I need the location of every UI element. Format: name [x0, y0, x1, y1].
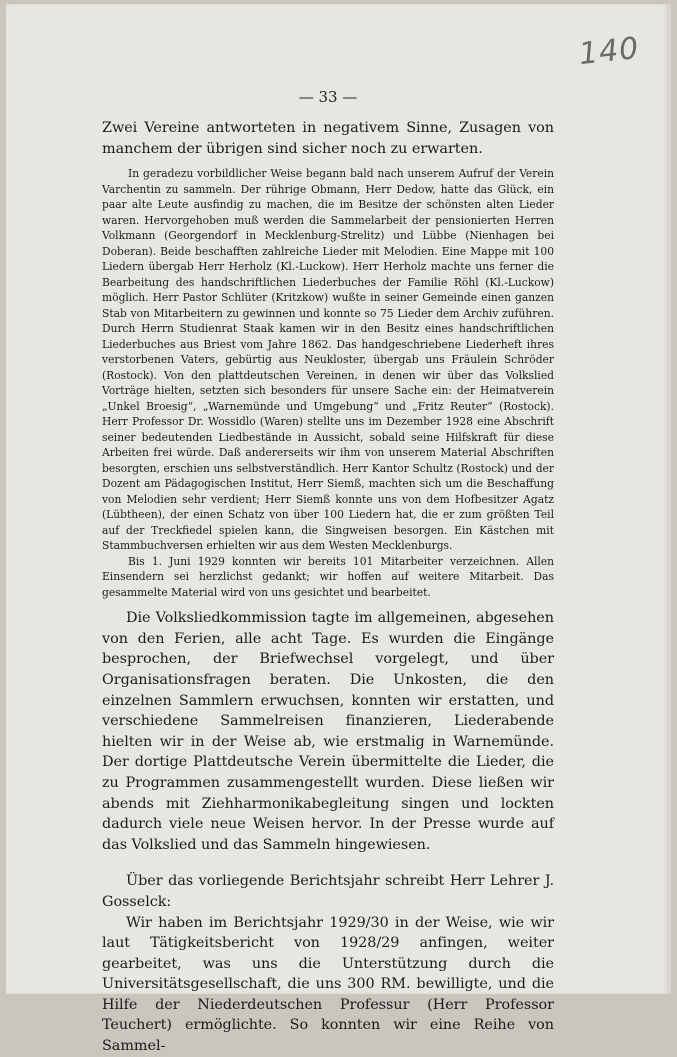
page-body — [102, 118, 554, 1057]
document-page — [6, 4, 671, 1055]
page-number: — 33 — — [298, 88, 358, 106]
small-paragraph-collectors: In geradezu vorbildlicher Weise begann bald nach unserem Aufruf der Verein Varchentin zu sammeln. Der rührige Obmann, Herr Dedow, hatte das Glück, ein paar alte Leute ausfindig zu machen, die im Besitze der schönsten alten Lieder waren. Hervorgehoben muß werden die Sammelarbeit der pensionierten Herren Volkmann (Georgendorf in Mecklenburg-Strelitz) und Lübbe (Nienhagen bei Doberan). Beide beschafften zahlreiche Lieder mit Melodien. Eine Mappe mit 100 Liedern übergab Herr Herholz (Kl.-Luckow). Herr Herholz machte uns ferner die Bearbeitung des handschriftlichen Liederbuches der Familie Röhl (Kl.-Luckow) möglich. Herr Pastor Schlüter (Kritzkow) wußte in seiner Gemeinde einen ganzen Stab von Mitarbeitern zu gewinnen und konnte so 75 Lieder dem Archiv zuführen. Durch Herrn Studienrat Staak kamen wir in den Besitz eines handschriftlichen Liederbuches aus Briest vom Jahre 1862. Das handgeschriebene Liederheft ihres verstorbenen Vaters, gebürtig aus Neukloster, übergab uns Fräulein Schröder (Rostock). Von den plattdeutschen Vereinen, in denen wir über das Volkslied Vorträge hielten, setzten sich besonders für unsere Sache ein: der Heimatverein „Unkel Broesig“, „Warnemünde und Umgebung“ und „Fritz Reuter“ (Rostock). Herr Professor Dr. Wossidlo (Waren) stellte uns im Dezember 1928 eine Abschrift seiner bedeutenden Liedbestände in Aussicht, sobald seine Hilfskraft für diese Arbeiten frei würde. Daß andererseits wir ihm von unserem Material Abschriften besorgten, erschien uns selbstverständlich. Herr Kantor Schultz (Rostock) und der Dozent am Pädagogischen Institut, Herr Siemß, machten sich um die Beschaffung von Melodien sehr verdient; Herr Siemß konnte uns von dem Hofbesitzer Agatz (Lübtheen), der einen Schatz von über 100 Liedern hat, die er zum größten Teil auf der Treckfiedel spielen kann, die Singweisen besorgen. Ein Kästchen mit Stammbuchversen erhielten wir aus dem Westen Mecklenburgs. — [102, 167, 554, 553]
report-intro: Über das vorliegende Berichtsjahr schreibt Herr Lehrer J. Gosselck: — [102, 873, 554, 910]
report-paragraph: Wir haben im Berichtsjahr 1929/30 in der Weise, wie wir laut Tätigkeitsbericht von 1928/29 anfingen, weiter gearbeitet, was uns die Unterstützung durch die Universitätsgesellschaft, die uns 300 RM. bewilligte, und die Hilfe der Niederdeutschen Professur (Herr Professor Teuchert) ermöglichte. So konnten wir eine Reihe von Sammel- — [102, 914, 554, 1055]
intro-paragraph: Zwei Vereine antworteten in negativem Sinne, Zusagen von manchem der übrigen sind sicher noch zu erwarten. — [102, 120, 554, 157]
commission-paragraph: Die Volksliedkommission tagte im allgemeinen, abgesehen von den Ferien, alle acht Tage. Es wurden die Eingänge besprochen, der Briefwechsel vorgelegt, und über Organisationsfragen beraten. Die Unkosten, die den einzelnen Sammlern erwuchsen, konnten wir erstatten, und verschiedene Sammelreisen finanzieren, Liederabende hielten wir in der Weise ab, wie erstmalig in Warnemünde. Der dortige Plattdeutsche Verein übermittelte die Lieder, die zu Programmen zusammengestellt wurden. Diese ließen wir abends mit Ziehharmonikabegleitung singen und lockten dadurch viele neue Weisen hervor. In der Presse wurde auf das Volkslied und das Sammeln hingewiesen. — [102, 610, 554, 853]
handwritten-page-number: 140 — [577, 30, 641, 73]
small-paragraph-contributors: Bis 1. Juni 1929 konnten wir bereits 101 Mitarbeiter verzeichnen. Allen Einsendern sei herzlichst gedankt; wir hoffen auf weitere Mitarbeit. Das gesammelte Material wird von uns gesichtet und bearbeitet. — [102, 554, 554, 599]
